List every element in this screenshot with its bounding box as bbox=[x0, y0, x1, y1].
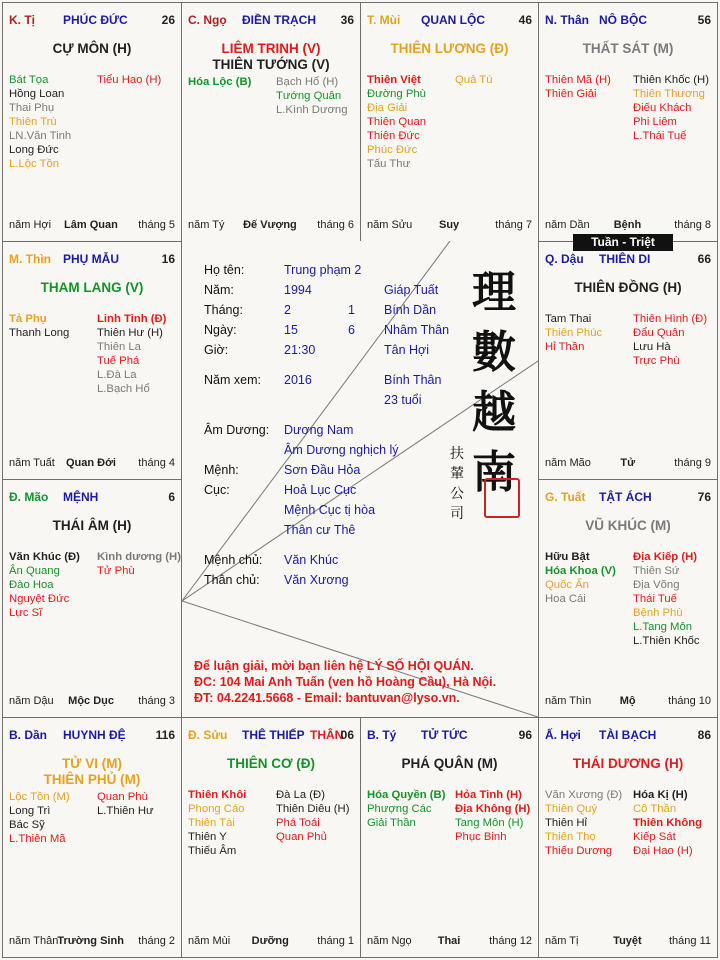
minor-star: Kiếp Sát bbox=[633, 831, 676, 843]
minor-star: Đào Hoa bbox=[9, 579, 54, 591]
palace-month: tháng 9 bbox=[674, 457, 711, 469]
minor-star: Thiên Quan bbox=[367, 116, 427, 128]
minor-star: Thiên Khôi bbox=[188, 789, 247, 801]
seal-side-1: 扶 bbox=[450, 446, 464, 462]
palace-stage: Tuyệt bbox=[613, 935, 642, 947]
minor-star: Trực Phù bbox=[633, 355, 680, 367]
minor-star: Quốc Ấn bbox=[545, 579, 589, 591]
main-star: LIÊM TRINH (V) bbox=[221, 41, 321, 56]
palace-name: THIÊN DI bbox=[599, 252, 651, 266]
palace-month: tháng 2 bbox=[138, 935, 175, 947]
minor-star: Đà La (Đ) bbox=[276, 789, 325, 801]
palace-month: tháng 1 bbox=[317, 935, 354, 947]
palace-year: năm Thìn bbox=[545, 695, 592, 707]
palace-thin bbox=[2, 241, 182, 480]
minor-star: Nguyệt Đức bbox=[9, 593, 70, 605]
minor-star: Thiên Y bbox=[188, 831, 227, 843]
main-star: THÁI ÂM (H) bbox=[52, 518, 132, 533]
palace-footer bbox=[188, 935, 354, 949]
minor-star: Thiên Mã (H) bbox=[545, 74, 611, 86]
minor-star: Quả Tú bbox=[455, 74, 493, 86]
palace-year: năm Hợi bbox=[9, 219, 52, 231]
minor-stars-left bbox=[545, 312, 602, 354]
minor-star: Hoa Cái bbox=[545, 593, 586, 605]
palace-age-number: 46 bbox=[518, 13, 532, 27]
palace-month: tháng 11 bbox=[668, 935, 711, 947]
notice-line-2: ĐC: 104 Mai Anh Tuấn (ven hồ Hoàng Cầu), Hà Nội. bbox=[194, 675, 497, 689]
main-star: THẤT SÁT (M) bbox=[582, 41, 674, 56]
tuan-triet-badge: Tuần - Triệt bbox=[573, 234, 673, 251]
body-palace-tag: THÂN bbox=[310, 728, 344, 742]
palace-age-number: 86 bbox=[697, 728, 711, 742]
month-lunar: 1 bbox=[348, 303, 355, 317]
main-star: THIÊN CƠ (Đ) bbox=[226, 756, 315, 771]
than-cu-value: Thân cư Thê bbox=[284, 523, 356, 537]
minor-stars-left bbox=[9, 550, 80, 620]
main-star: PHÁ QUÂN (M) bbox=[401, 756, 498, 771]
palace-footer bbox=[545, 219, 711, 233]
day-lunar: 6 bbox=[348, 323, 355, 337]
minor-stars-right bbox=[633, 73, 709, 143]
main-star: THIÊN TƯỚNG (V) bbox=[212, 57, 330, 72]
cuc-note: Mệnh Cục tị hòa bbox=[284, 503, 376, 517]
seal-char-1: 理 bbox=[472, 267, 516, 318]
palace-stage: Lâm Quan bbox=[64, 219, 118, 231]
minor-star: Đường Phù bbox=[367, 88, 426, 100]
minor-stars-right bbox=[633, 788, 702, 858]
minor-star: Hóa Khoa (V) bbox=[545, 565, 616, 577]
minor-star: Hữu Bật bbox=[545, 551, 590, 563]
minor-stars-right bbox=[97, 312, 166, 396]
minor-star: Hỏa Tinh (H) bbox=[455, 789, 522, 801]
palace-branch: K. Tị bbox=[9, 13, 35, 27]
palace-month: tháng 4 bbox=[138, 457, 175, 469]
minor-stars-left bbox=[367, 788, 445, 830]
palace-month: tháng 7 bbox=[495, 219, 532, 231]
minor-star: Ân Quang bbox=[9, 565, 60, 577]
palace-mao bbox=[2, 479, 182, 718]
palace-age-number: 66 bbox=[697, 252, 711, 266]
minor-stars-right bbox=[455, 788, 530, 844]
palace-stage: Thai bbox=[437, 935, 461, 947]
palace-branch: T. Mùi bbox=[367, 13, 401, 27]
palace-stage: Bệnh bbox=[613, 219, 642, 231]
palace-hoi bbox=[538, 717, 718, 958]
minor-star: Tang Môn (H) bbox=[455, 817, 524, 829]
palace-stage: Đế Vượng bbox=[243, 219, 297, 231]
minor-star: Phong Cáo bbox=[188, 803, 245, 815]
minor-star: Địa Võng bbox=[633, 579, 680, 591]
day-label: Ngày: bbox=[204, 323, 237, 337]
minor-star: L.Thiên Mã bbox=[9, 833, 66, 845]
palace-name: HUYNH ĐỆ bbox=[63, 728, 126, 742]
minor-star: Thiên Hư (H) bbox=[97, 327, 163, 339]
minor-star: L.Lộc Tồn bbox=[9, 158, 60, 170]
main-star: THIÊN PHỦ (M) bbox=[43, 772, 141, 787]
palace-branch: B. Dần bbox=[9, 728, 48, 742]
minor-star: Giải Thần bbox=[367, 817, 416, 829]
palace-footer bbox=[367, 935, 532, 949]
minor-star: Địa Không (H) bbox=[455, 803, 531, 815]
minor-star: Quan Phù bbox=[97, 791, 148, 803]
minor-star: Lực Sĩ bbox=[9, 607, 43, 619]
minor-star: L.Bạch Hổ bbox=[97, 383, 150, 395]
seal-char-4: 南 bbox=[472, 447, 516, 498]
minor-star: Đại Hao (H) bbox=[633, 845, 693, 857]
than-chu-label: Thân chủ: bbox=[204, 573, 260, 587]
minor-star: Phượng Các bbox=[367, 803, 432, 815]
minor-star: Hóa Kị (H) bbox=[633, 789, 688, 801]
seal-char-3: 越 bbox=[472, 387, 516, 438]
seal-side-3: 公 bbox=[450, 486, 464, 502]
palace-year: năm Ngọ bbox=[367, 935, 412, 947]
palace-year: năm Dần bbox=[545, 219, 590, 231]
palace-name: PHÚC ĐỨC bbox=[63, 13, 128, 27]
minor-star: Thiên Hỉ bbox=[545, 817, 588, 829]
main-star: THAM LANG (V) bbox=[40, 280, 144, 295]
palace-branch: Đ. Sửu bbox=[188, 728, 228, 742]
palace-age-number: 116 bbox=[155, 728, 175, 742]
main-star: CỰ MÔN (H) bbox=[52, 41, 132, 56]
palace-age-number: 76 bbox=[697, 490, 711, 504]
minor-star: Thiên Thương bbox=[633, 88, 705, 100]
palace-month: tháng 12 bbox=[489, 935, 532, 947]
minor-star: Thiên Thọ bbox=[545, 831, 596, 843]
palace-age-number: 36 bbox=[340, 13, 354, 27]
palace-footer bbox=[9, 457, 175, 471]
minor-stars-right bbox=[276, 75, 348, 117]
minor-stars-left bbox=[367, 73, 426, 171]
age-value: 23 tuổi bbox=[384, 393, 422, 407]
minor-star: Tấu Thư bbox=[367, 158, 411, 170]
minor-star: Thiếu Dương bbox=[545, 845, 613, 857]
view-year-value: 2016 bbox=[284, 373, 312, 387]
minor-star: Bạch Hổ (H) bbox=[276, 76, 339, 88]
minor-star: Tướng Quân bbox=[276, 90, 342, 102]
main-star: THIÊN ĐỒNG (H) bbox=[574, 280, 682, 295]
main-star: THÁI DƯƠNG (H) bbox=[572, 756, 684, 771]
menh-label: Mệnh: bbox=[204, 463, 239, 477]
minor-star: Thanh Long bbox=[9, 327, 70, 339]
year-canchi: Giáp Tuất bbox=[384, 283, 439, 297]
palace-name: TÀI BẠCH bbox=[599, 728, 657, 742]
minor-stars-right bbox=[276, 788, 349, 844]
palace-age-number: 26 bbox=[161, 13, 175, 27]
minor-stars-left bbox=[545, 550, 616, 606]
palace-year: năm Thân bbox=[9, 935, 59, 947]
palace-year: năm Sửu bbox=[367, 219, 413, 231]
minor-star: Tử Phù bbox=[97, 565, 135, 577]
amduong-note: Âm Dương nghịch lý bbox=[284, 443, 399, 457]
palace-branch: Ấ. Hợi bbox=[545, 728, 581, 742]
menh-chu-value: Văn Khúc bbox=[284, 553, 339, 567]
palace-age-number: 96 bbox=[518, 728, 532, 742]
palace-name: PHỤ MẪU bbox=[63, 252, 119, 266]
minor-star: Địa Kiếp (H) bbox=[633, 551, 698, 563]
palace-age-number: 16 bbox=[161, 252, 175, 266]
amduong-label: Âm Dương: bbox=[204, 423, 270, 437]
seal-side-4: 司 bbox=[450, 506, 464, 522]
minor-star: Phục Binh bbox=[455, 831, 507, 843]
palace-suu bbox=[181, 717, 361, 958]
minor-star: Thiên Khốc (H) bbox=[633, 74, 709, 86]
minor-star: L.Thiên Khốc bbox=[633, 635, 700, 647]
main-star: VŨ KHÚC (M) bbox=[585, 518, 671, 533]
palace-branch: N. Thân bbox=[545, 13, 589, 27]
day-canchi: Nhâm Thân bbox=[384, 323, 450, 337]
minor-star: Thiên Diêu (H) bbox=[276, 803, 350, 815]
minor-star: Long Trì bbox=[9, 805, 51, 817]
minor-star: Kình dương (H) bbox=[97, 551, 181, 563]
minor-star: Văn Khúc (Đ) bbox=[9, 551, 80, 563]
minor-star: Thai Phụ bbox=[9, 102, 55, 114]
palace-footer bbox=[545, 695, 711, 709]
minor-star: Thiên Phúc bbox=[545, 327, 603, 339]
than-chu-value: Văn Xương bbox=[284, 573, 349, 587]
minor-star: Tiểu Hao (H) bbox=[97, 74, 162, 86]
palace-age-number: 06 bbox=[340, 728, 354, 742]
minor-star: Thiên Sứ bbox=[633, 565, 680, 577]
palace-stage: Mộ bbox=[619, 695, 636, 707]
hour-label: Giờ: bbox=[204, 343, 229, 357]
menh-chu-label: Mệnh chủ: bbox=[204, 553, 263, 567]
minor-star: Hỉ Thần bbox=[545, 341, 585, 353]
seal-side-2: 輦 bbox=[450, 466, 464, 482]
minor-star: Thiên Hình (Đ) bbox=[633, 313, 708, 325]
palace-stage: Dưỡng bbox=[251, 935, 289, 947]
minor-star: Thiên Không bbox=[633, 817, 703, 829]
palace-footer bbox=[545, 457, 711, 471]
minor-star: Thiên La bbox=[97, 341, 141, 353]
minor-star: L.Tang Môn bbox=[633, 621, 693, 633]
minor-star: Quan Phủ bbox=[276, 831, 327, 843]
minor-star: Bệnh Phù bbox=[633, 607, 683, 619]
minor-stars-left bbox=[9, 312, 69, 340]
palace-than bbox=[538, 2, 718, 242]
year-value: 1994 bbox=[284, 283, 312, 297]
main-star: THIÊN LƯƠNG (Đ) bbox=[390, 41, 509, 56]
view-year-canchi: Bính Thân bbox=[384, 373, 442, 387]
minor-stars-left bbox=[9, 73, 71, 171]
minor-stars-left bbox=[188, 788, 246, 858]
palace-dan bbox=[2, 717, 182, 958]
palace-stage: Quan Đới bbox=[66, 457, 116, 469]
palace-ngo bbox=[181, 2, 361, 242]
minor-star: Linh Tinh (Đ) bbox=[97, 313, 167, 325]
minor-star: Bát Tọa bbox=[9, 74, 49, 86]
palace-name: MỆNH bbox=[63, 490, 99, 504]
palace-stage: Tử bbox=[620, 457, 636, 469]
minor-star: LN.Văn Tinh bbox=[9, 130, 72, 142]
notice-line-3: ĐT: 04.2241.5668 - Email: bantuvan@lyso.vn. bbox=[194, 691, 460, 705]
minor-stars-right bbox=[455, 73, 492, 87]
palace-year: năm Tuất bbox=[9, 457, 55, 469]
minor-star: Thiên Tài bbox=[188, 817, 235, 829]
minor-stars-right bbox=[97, 790, 154, 818]
minor-star: Long Đức bbox=[9, 144, 59, 156]
palace-name: TẬT ÁCH bbox=[599, 490, 652, 504]
minor-stars-right bbox=[633, 550, 700, 648]
palace-name: NÔ BỘC bbox=[599, 13, 647, 27]
palace-month: tháng 3 bbox=[138, 695, 175, 707]
cuc-label: Cục: bbox=[204, 483, 230, 497]
minor-star: Địa Giải bbox=[367, 102, 408, 114]
palace-footer bbox=[188, 219, 354, 233]
minor-star: Đẩu Quân bbox=[633, 327, 685, 339]
minor-star: Phá Toái bbox=[276, 817, 320, 829]
minor-star: Bác Sỹ bbox=[9, 819, 45, 831]
minor-star: Lưu Hà bbox=[633, 341, 671, 353]
palace-year: năm Tị bbox=[545, 935, 579, 947]
minor-stars-left bbox=[188, 75, 251, 89]
palace-year: năm Tý bbox=[188, 219, 225, 231]
palace-branch: Q. Dậu bbox=[545, 252, 584, 266]
cuc-value: Hoả Lục Cục bbox=[284, 483, 357, 497]
view-year-label: Năm xem: bbox=[204, 373, 261, 387]
year-label: Năm: bbox=[204, 283, 234, 297]
minor-star: Thiên Đức bbox=[367, 130, 420, 142]
hour-canchi: Tân Hợi bbox=[384, 343, 430, 357]
minor-star: Tam Thai bbox=[545, 313, 592, 325]
minor-star: Thiên Giải bbox=[545, 88, 597, 100]
month-label: Tháng: bbox=[204, 303, 243, 317]
menh-value: Sơn Đầu Hỏa bbox=[284, 463, 361, 477]
palace-name: ĐIỀN TRẠCH bbox=[242, 13, 316, 27]
palace-footer bbox=[545, 935, 711, 949]
palace-tuat bbox=[538, 479, 718, 718]
minor-star: Cô Thần bbox=[633, 803, 677, 815]
palace-name: QUAN LỘC bbox=[421, 13, 485, 27]
minor-star: Hồng Loan bbox=[9, 88, 65, 100]
main-star: TỬ VI (M) bbox=[62, 756, 122, 771]
minor-star: Hóa Quyền (B) bbox=[367, 789, 446, 801]
minor-star: Thiên Trù bbox=[9, 116, 57, 128]
minor-star: Tả Phụ bbox=[9, 313, 47, 325]
palace-stage: Mộc Dục bbox=[68, 695, 115, 707]
palace-footer bbox=[9, 219, 175, 233]
minor-star: Phi Liêm bbox=[633, 116, 677, 128]
palace-footer bbox=[9, 935, 175, 949]
palace-stage: Suy bbox=[439, 219, 460, 231]
palace-stage: Trường Sinh bbox=[57, 935, 124, 947]
minor-star: L.Đà La bbox=[97, 369, 137, 381]
palace-dau bbox=[538, 241, 718, 480]
month-canchi: Bính Dần bbox=[384, 303, 437, 317]
minor-star: Điếu Khách bbox=[633, 102, 692, 114]
day-value: 15 bbox=[284, 323, 298, 337]
minor-stars-right bbox=[633, 312, 707, 368]
minor-star: Thiên Việt bbox=[367, 74, 421, 86]
palace-branch: G. Tuất bbox=[545, 490, 586, 504]
palace-branch: M. Thìn bbox=[9, 252, 51, 266]
minor-star: Thiên Quý bbox=[545, 803, 598, 815]
palace-month: tháng 5 bbox=[138, 219, 175, 231]
minor-star: L.Thái Tuế bbox=[633, 130, 687, 142]
center-info-panel bbox=[182, 241, 538, 717]
palace-month: tháng 6 bbox=[317, 219, 354, 231]
palace-month: tháng 10 bbox=[668, 695, 711, 707]
red-seal-stamp bbox=[484, 478, 520, 518]
palace-name: THÊ THIẾP bbox=[242, 728, 305, 742]
name-value: Trung phạm 2 bbox=[284, 263, 362, 277]
minor-star: Văn Xương (Đ) bbox=[545, 789, 623, 801]
minor-star: Lộc Tồn (M) bbox=[9, 791, 70, 803]
palace-year: năm Dậu bbox=[9, 695, 54, 707]
minor-stars-left bbox=[9, 790, 70, 846]
minor-stars-right bbox=[97, 550, 181, 578]
minor-star: L.Thiên Hư bbox=[97, 805, 154, 817]
hour-value: 21:30 bbox=[284, 343, 316, 357]
palace-age-number: 56 bbox=[697, 13, 711, 27]
name-label: Họ tên: bbox=[204, 263, 245, 277]
palace-tyy bbox=[360, 717, 539, 958]
minor-star: Hóa Lộc (B) bbox=[188, 76, 252, 88]
palace-ty bbox=[2, 2, 182, 242]
minor-star: L.Kình Dương bbox=[276, 104, 348, 116]
seal-char-2: 數 bbox=[472, 327, 516, 378]
palace-footer bbox=[367, 219, 532, 233]
palace-month: tháng 8 bbox=[674, 219, 711, 231]
minor-star: Thiếu Âm bbox=[188, 845, 237, 857]
palace-branch: Đ. Mão bbox=[9, 490, 49, 504]
palace-mui bbox=[360, 2, 539, 242]
minor-star: Tuế Phá bbox=[97, 355, 140, 367]
palace-year: năm Mão bbox=[545, 457, 591, 469]
palace-footer bbox=[9, 695, 175, 709]
minor-stars-right bbox=[97, 73, 161, 87]
palace-age-number: 6 bbox=[168, 490, 175, 504]
amduong-value: Dương Nam bbox=[284, 423, 354, 437]
palace-year: năm Mùi bbox=[188, 935, 231, 947]
minor-star: Thái Tuế bbox=[633, 593, 677, 605]
palace-name: TỬ TỨC bbox=[421, 728, 468, 742]
notice-line-1: Để luận giải, mời bạn liên hệ LÝ SỐ HỘI QUÁN. bbox=[194, 659, 474, 673]
month-value: 2 bbox=[284, 303, 291, 317]
minor-stars-left bbox=[545, 788, 622, 858]
palace-branch: C. Ngọ bbox=[188, 13, 227, 27]
palace-branch: B. Tý bbox=[367, 728, 397, 742]
minor-star: Phúc Đức bbox=[367, 144, 418, 156]
minor-stars-left bbox=[545, 73, 611, 101]
